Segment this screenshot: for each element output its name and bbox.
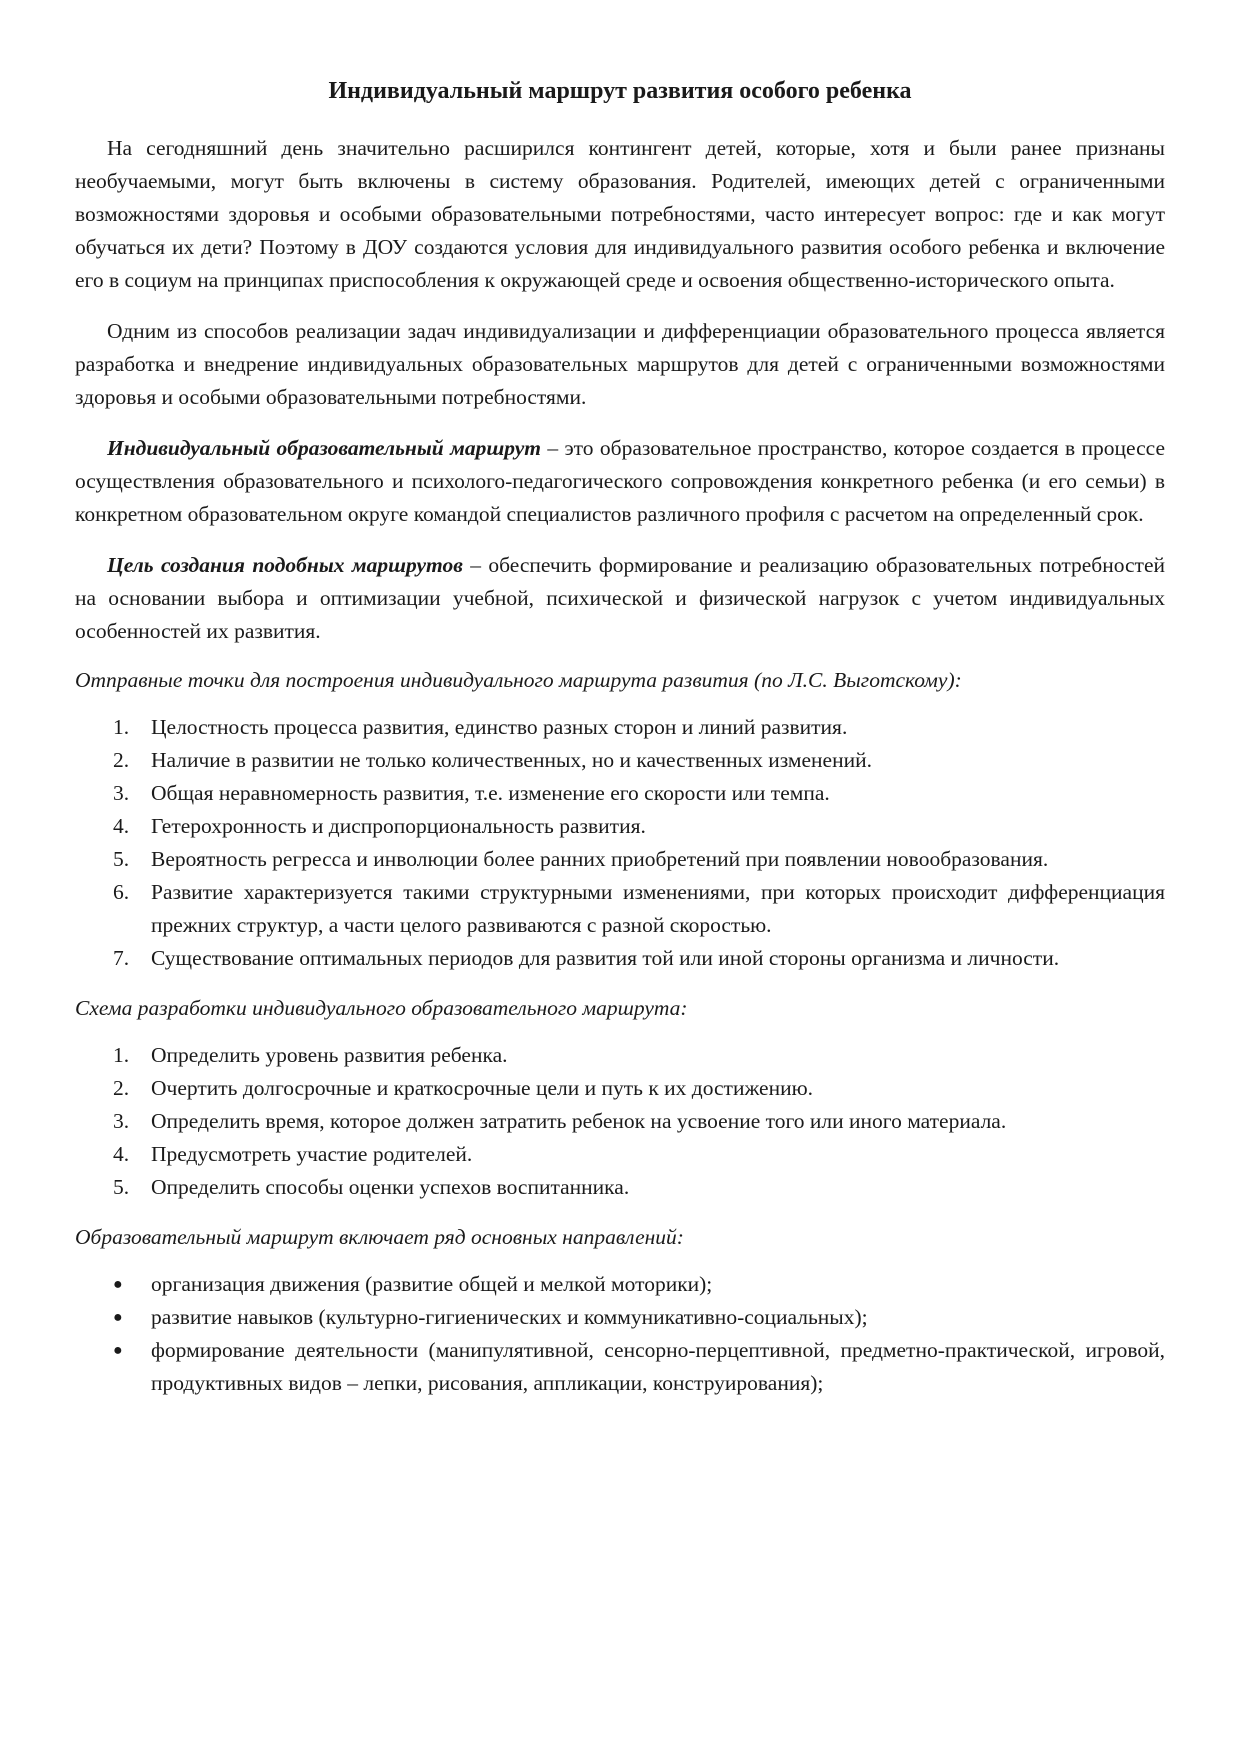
list-item-number: 4. [113,1142,130,1166]
list-item-text: Вероятность регресса и инволюции более ранних приобретений при появлении новообразования. [151,847,1049,871]
list-item-text: Развитие характеризуется такими структурными изменениями, при которых происходит дифференциация прежних структур, а части целого развиваются с разной скоростью. [151,880,1165,937]
intro-paragraph-1: На сегодняшний день значительно расширился контингент детей, которые, хотя и были ранее признаны необучаемыми, могут быть включены в систему образования. Родителей, имеющих детей с ограниченными возможностями здоровья и особыми образовательными потребностями, часто интересует вопрос: где и как могут обучаться их дети? Поэтому в ДОУ создаются условия для индивидуального развития особого ребенка и включение его в социум на принципах приспособления к окружающей среде и освоения общественно-исторического опыта. [75,136,1165,292]
list-item-text: Гетерохронность и диспропорциональность развития. [151,814,646,838]
list-item [75,942,1165,975]
list-item-text: Определить способы оценки успехов воспитанника. [151,1175,630,1199]
list-item-text: формирование деятельности (манипулятивной, сенсорно-перцептивной, предметно-практической, игровой, продуктивных видов – лепки, рисования, аппликации, конструирования); [151,1338,1165,1395]
list-item-text: Целостность процесса развития, единство разных сторон и линий развития. [151,715,848,739]
list-item-number: 3. [113,781,130,805]
list-item [75,1301,1165,1334]
list-item-text: Предусмотреть участие родителей. [151,1142,473,1166]
definition-paragraph [75,432,1165,531]
list-item [75,843,1165,876]
bullet-icon: ● [113,1276,123,1293]
section2-caption: Схема разработки индивидуального образовательного маршрута: [75,996,688,1020]
list-item [75,777,1165,810]
goal-term: Цель создания подобных маршрутов [107,553,463,577]
definition-term: Индивидуальный образовательный маршрут [107,436,541,460]
list-item [75,711,1165,744]
list-item [75,1171,1165,1204]
list-item-number: 1. [113,1043,130,1067]
list-item [75,1138,1165,1171]
list-item [75,810,1165,843]
section1-caption: Отправные точки для построения индивидуального маршрута развития (по Л.С. Выготскому): [75,668,962,692]
list-item-number: 5. [113,847,130,871]
list-item-number: 4. [113,814,130,838]
list-item-text: Определить уровень развития ребенка. [151,1043,508,1067]
list-item-number: 1. [113,715,130,739]
document-title: Индивидуальный маршрут развития особого ребенка [328,78,912,104]
list-item [75,1039,1165,1072]
directions-bullet-list [75,1268,1165,1400]
list-item-number: 2. [113,1076,130,1100]
starting-points-list [75,711,1165,975]
section3-caption: Образовательный маршрут включает ряд основных направлений: [75,1225,684,1249]
list-item-number: 3. [113,1109,130,1133]
definition-text: – это образовательное пространство, которое создается в процессе осуществления образовательного и психолого-педагогического сопровождения конкретного ребенка (и его семьи) в конкретном образовательном округе командой специалистов различного профиля с расчетом на определенный срок. [75,436,1165,526]
list-item-number: 5. [113,1175,130,1199]
list-item-text: Общая неравномерность развития, т.е. изменение его скорости или темпа. [151,781,830,805]
goal-text: – обеспечить формирование и реализацию образовательных потребностей на основании выбора и оптимизации учебной, психической и физической нагрузок с учетом индивидуальных особенностей их развития. [75,553,1166,643]
list-item-text: развитие навыков (культурно-гигиенических и коммуникативно-социальных); [151,1305,868,1329]
intro-paragraph-2: Одним из способов реализации задач индивидуализации и дифференциации образовательного процесса является разработка и внедрение индивидуальных образовательных маршрутов для детей с ограниченными возможностями здоровья и особыми образовательными потребностями. [75,319,1165,409]
list-item [75,1105,1165,1138]
list-item [75,876,1165,942]
list-item-text: Существование оптимальных периодов для развития той или иной стороны организма и личности. [151,946,1060,970]
list-item-text: Очертить долгосрочные и краткосрочные цели и путь к их достижению. [151,1076,814,1100]
development-scheme-list [75,1039,1165,1204]
list-item-text: Определить время, которое должен затратить ребенок на усвоение того или иного материала. [151,1109,1007,1133]
list-item-text: Наличие в развитии не только количественных, но и качественных изменений. [151,748,872,772]
goal-paragraph [75,549,1165,648]
list-item [75,1334,1165,1400]
bullet-icon: ● [113,1342,123,1359]
list-item-number: 6. [113,880,130,904]
list-item [75,744,1165,777]
list-item [75,1268,1165,1301]
list-item [75,1072,1165,1105]
bullet-icon: ● [113,1309,123,1326]
list-item-number: 2. [113,748,130,772]
list-item-number: 7. [113,946,130,970]
list-item-text: организация движения (развитие общей и мелкой моторики); [151,1272,713,1296]
